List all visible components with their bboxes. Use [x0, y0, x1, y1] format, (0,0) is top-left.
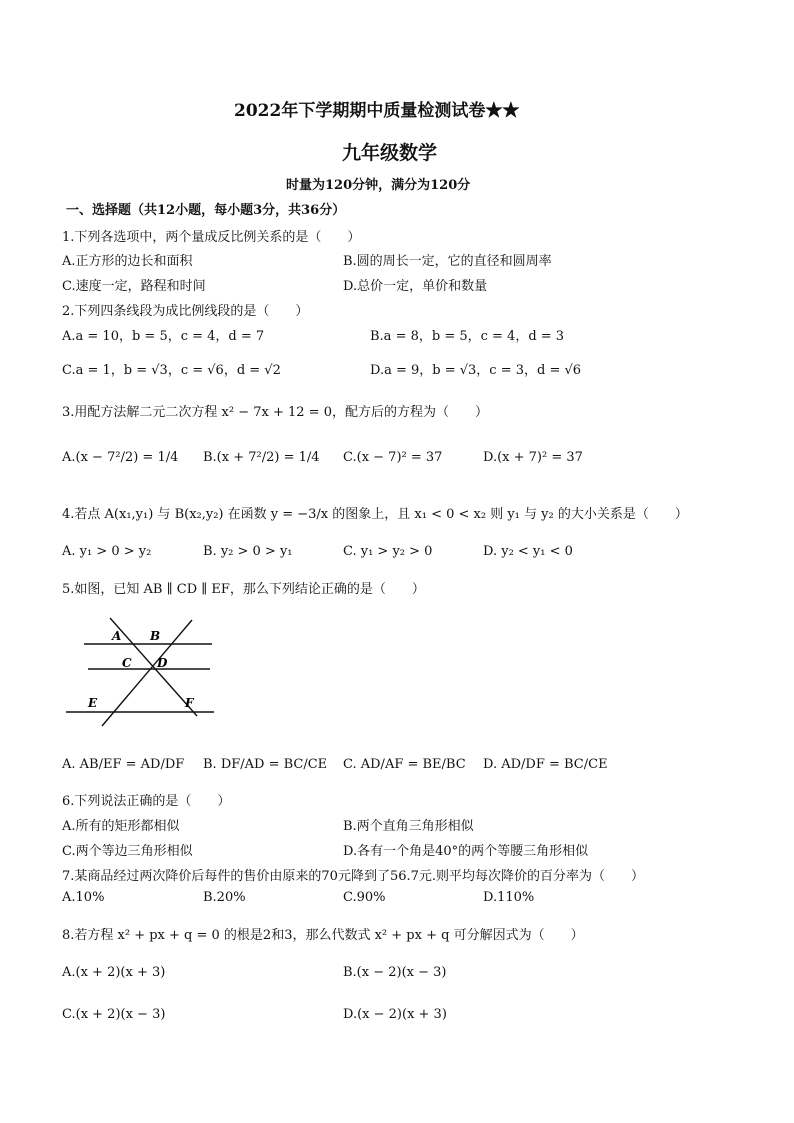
question-8-stem: 8.若方程 x² + px + q = 0 的根是2和3，那么代数式 x² + px + q 可分解因式为（ ）	[62, 928, 584, 943]
q1-option-c: C.速度一定，路程和时间	[62, 279, 206, 294]
label-f: F	[185, 696, 194, 710]
question-1-stem: 1.下列各选项中，两个量成反比例关系的是（ ）	[62, 230, 361, 245]
section-heading: 一、选择题（共12小题，每小题3分，共36分）	[66, 203, 346, 218]
q4-option-c: C. y₁ > y₂ > 0	[343, 544, 433, 559]
q3-option-c: C.(x − 7)² = 37	[343, 450, 443, 465]
question-7-stem: 7.某商品经过两次降价后每件的售价由原来的70元降到了56.7元.则平均每次降价的百分率为（ ）	[62, 869, 645, 884]
q6-option-d: D.各有一个角是40°的两个等腰三角形相似	[343, 844, 589, 859]
q8-option-c: C.(x + 2)(x − 3)	[62, 1007, 166, 1022]
parallel-lines-figure	[62, 604, 222, 734]
question-2-stem: 2.下列四条线段为成比例线段的是（ ）	[62, 304, 309, 319]
q7-option-c: C.90%	[343, 890, 386, 905]
q4-option-a: A. y₁ > 0 > y₂	[62, 544, 152, 559]
q2-option-a: A.a = 10，b = 5，c = 4，d = 7	[62, 329, 265, 344]
q8-option-d: D.(x − 2)(x + 3)	[343, 1007, 447, 1022]
q4-option-d: D. y₂ < y₁ < 0	[483, 544, 573, 559]
q4-option-b: B. y₂ > 0 > y₁	[203, 544, 293, 559]
q7-option-d: D.110%	[483, 890, 535, 905]
question-3-stem: 3.用配方法解二元二次方程 x² − 7x + 12 = 0，配方后的方程为（ ）	[62, 405, 488, 420]
q8-option-a: A.(x + 2)(x + 3)	[62, 965, 166, 980]
q7-option-b: B.20%	[203, 890, 246, 905]
q1-option-a: A.正方形的边长和面积	[62, 254, 193, 269]
question-6-stem: 6.下列说法正确的是（ ）	[62, 794, 231, 809]
q2-option-b: B.a = 8，b = 5，c = 4，d = 3	[370, 329, 565, 344]
q6-option-b: B.两个直角三角形相似	[343, 819, 474, 834]
q7-option-a: A.10%	[62, 890, 105, 905]
q6-option-c: C.两个等边三角形相似	[62, 844, 193, 859]
exam-title: 2022年下学期期中质量检测试卷★★	[234, 101, 520, 121]
q5-option-b: B. DF/AD = BC/CE	[203, 757, 328, 772]
q3-option-d: D.(x + 7)² = 37	[483, 450, 583, 465]
q3-option-b: B.(x + 7²/2) = 1/4	[203, 450, 320, 465]
q8-option-b: B.(x − 2)(x − 3)	[343, 965, 447, 980]
q5-option-d: D. AD/DF = BC/CE	[483, 757, 608, 772]
q6-option-a: A.所有的矩形都相似	[62, 819, 180, 834]
q5-option-a: A. AB/EF = AD/DF	[62, 757, 185, 772]
label-a: A	[112, 629, 122, 643]
q2-option-c: C.a = 1，b = √3，c = √6，d = √2	[62, 363, 281, 378]
exam-subtitle: 九年级数学	[342, 142, 438, 164]
question-5-stem: 5.如图，已知 AB ∥ CD ∥ EF，那么下列结论正确的是（ ）	[62, 582, 425, 597]
question-4-stem: 4.若点 A(x₁,y₁) 与 B(x₂,y₂) 在函数 y = −3/x 的图象上，且 x₁ < 0 < x₂ 则 y₁ 与 y₂ 的大小关系是（ ）	[62, 507, 688, 522]
time-info: 时量为120分钟，满分为120分	[286, 178, 471, 193]
label-d: D	[157, 656, 168, 670]
label-b: B	[150, 629, 161, 643]
label-e: E	[88, 696, 98, 710]
q1-option-b: B.圆的周长一定，它的直径和圆周率	[343, 254, 552, 269]
q5-option-c: C. AD/AF = BE/BC	[343, 757, 466, 772]
q2-option-d: D.a = 9，b = √3，c = 3，d = √6	[370, 363, 582, 378]
label-c: C	[122, 656, 132, 670]
q3-option-a: A.(x − 7²/2) = 1/4	[62, 450, 179, 465]
q1-option-d: D.总价一定，单价和数量	[343, 279, 488, 294]
